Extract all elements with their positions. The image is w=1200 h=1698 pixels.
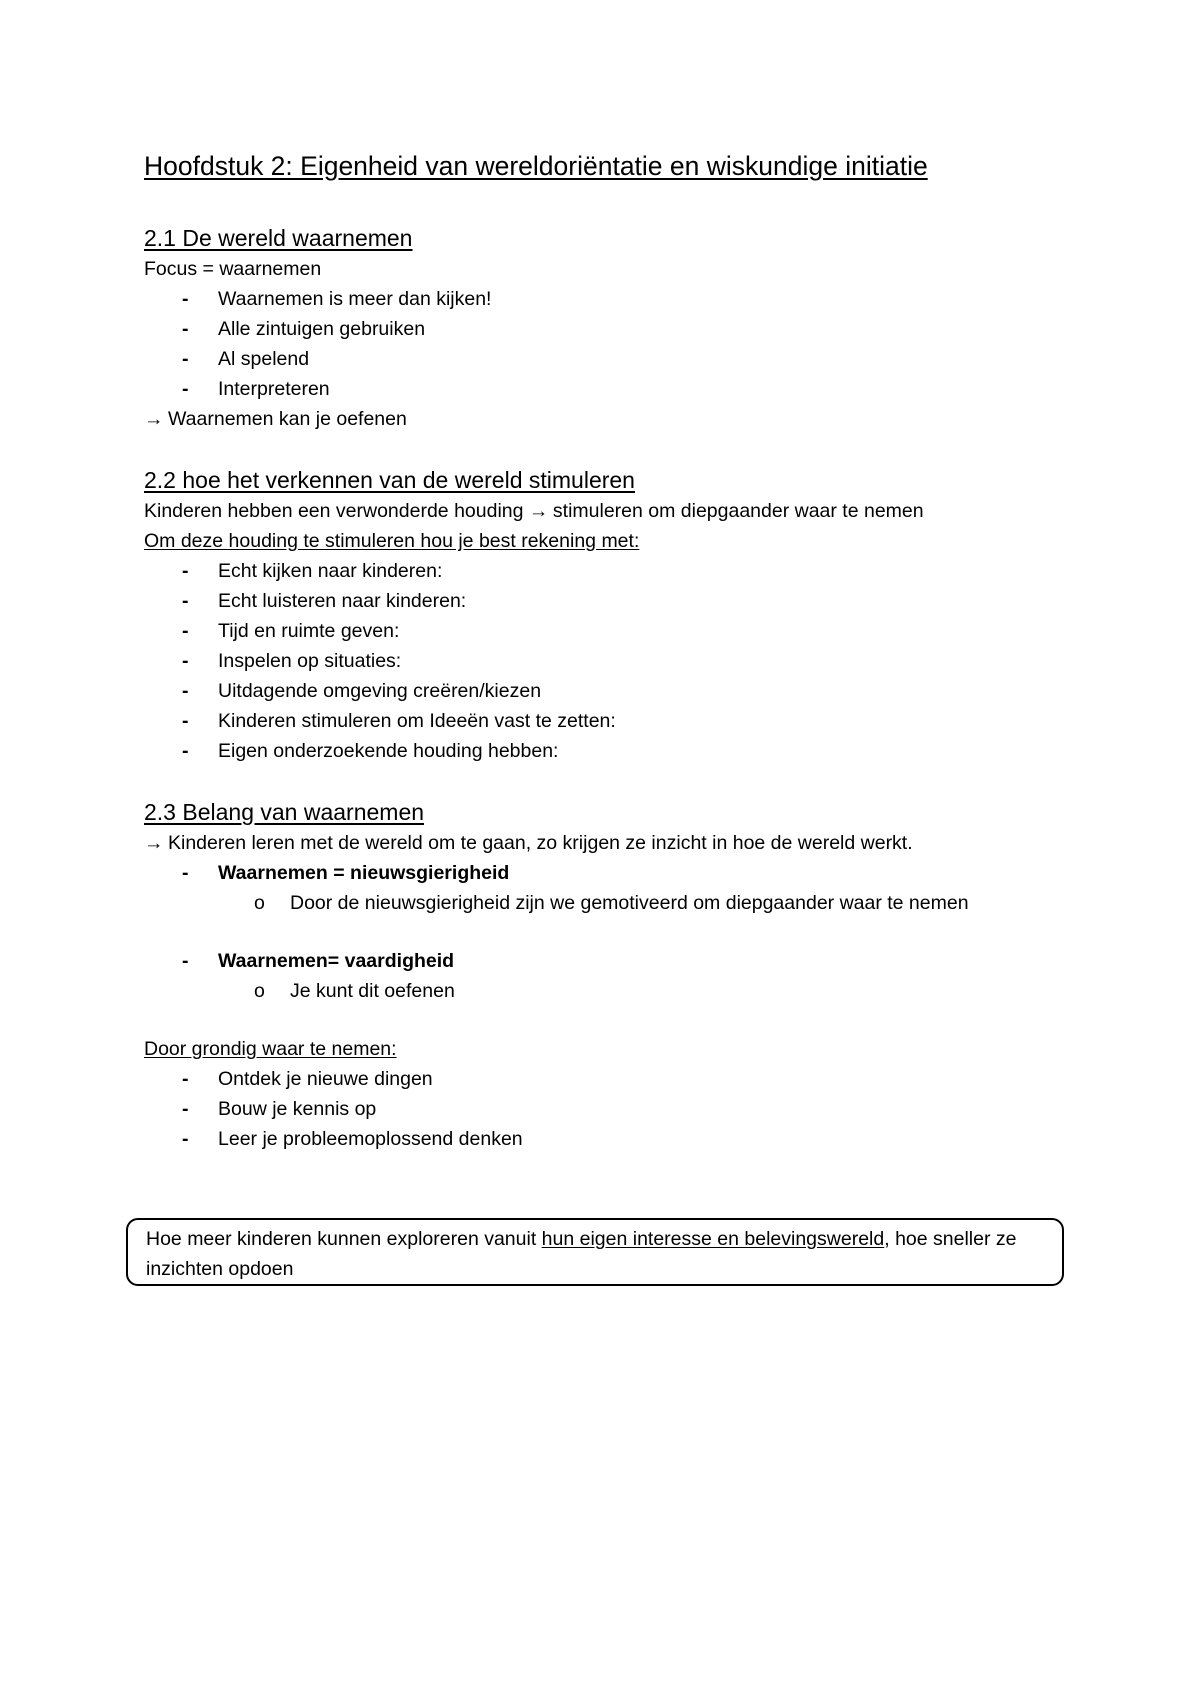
s3-arrow-line bbox=[144, 828, 1064, 858]
list-item: - Interpreteren bbox=[144, 374, 1064, 404]
s3-point-list-2 bbox=[144, 946, 1064, 976]
s3-arrow-text: Kinderen leren met de wereld om te gaan, zo krijgen ze inzicht in hoe de wereld werkt. bbox=[168, 832, 913, 854]
list-item: - Bouw je kennis op bbox=[144, 1094, 1064, 1124]
arrow-right-icon: → bbox=[144, 832, 164, 854]
s3-subpoint-list-2 bbox=[144, 976, 1064, 1006]
section-heading-2-1: 2.1 De wereld waarnemen bbox=[144, 225, 413, 251]
document-body bbox=[144, 148, 1064, 1154]
page-title: Hoofdstuk 2: Eigenheid van wereldoriëntatie en wiskundige initiatie bbox=[144, 151, 928, 181]
door-bullet-list bbox=[144, 1064, 1064, 1154]
list-item: o Door de nieuwsgierigheid zijn we gemotiveerd om diepgaander waar te nemen bbox=[144, 888, 1004, 918]
s1-bullet-list bbox=[144, 284, 1064, 404]
list-item: - Waarnemen= vaardigheid bbox=[144, 946, 1064, 976]
s2-bullet-list bbox=[144, 556, 1064, 766]
list-item: - Ontdek je nieuwe dingen bbox=[144, 1064, 1064, 1094]
focus-line: Focus = waarnemen bbox=[144, 258, 322, 280]
section-heading-2-3: 2.3 Belang van waarnemen bbox=[144, 799, 425, 825]
list-item: - Inspelen op situaties: bbox=[144, 646, 1064, 676]
door-heading: Door grondig waar te nemen: bbox=[144, 1038, 397, 1060]
s2-intro-a: Kinderen hebben een verwonderde houding bbox=[144, 500, 524, 522]
list-item: o Je kunt dit oefenen bbox=[144, 976, 1004, 1006]
s2-intro-b: stimuleren om diepgaander waar te nemen bbox=[552, 500, 924, 522]
list-item: - Waarnemen is meer dan kijken! bbox=[144, 284, 1064, 314]
list-item: - Eigen onderzoekende houding hebben: bbox=[144, 736, 1064, 766]
list-item: - Tijd en ruimte geven: bbox=[144, 616, 1064, 646]
s2-subheading: Om deze houding te stimuleren hou je best rekening met: bbox=[144, 530, 640, 552]
section-heading-2-2: 2.2 hoe het verkennen van de wereld stimuleren bbox=[144, 467, 635, 493]
list-item: - Echt luisteren naar kinderen: bbox=[144, 586, 1064, 616]
arrow-right-icon: → bbox=[528, 500, 549, 522]
callout-text-a: Hoe meer kinderen kunnen exploreren vanuit bbox=[146, 1228, 542, 1250]
s2-intro-line bbox=[144, 496, 1064, 526]
arrow-right-icon: → bbox=[144, 408, 164, 430]
callout-text-b: , hoe sneller ze inzichten opdoen bbox=[146, 1228, 1017, 1280]
list-item: - Al spelend bbox=[144, 344, 1064, 374]
list-item: - Alle zintuigen gebruiken bbox=[144, 314, 1064, 344]
list-item: - Uitdagende omgeving creëren/kiezen bbox=[144, 676, 1064, 706]
s3-point-list-1 bbox=[144, 858, 1064, 888]
s1-arrow-line bbox=[144, 404, 1064, 434]
s3-subpoint-list-1 bbox=[144, 888, 1064, 918]
list-item: - Leer je probleemoplossend denken bbox=[144, 1124, 1064, 1154]
s1-arrow-text: Waarnemen kan je oefenen bbox=[168, 408, 407, 430]
callout-text-underlined: hun eigen interesse en belevingswereld bbox=[541, 1228, 885, 1250]
list-item: - Waarnemen = nieuwsgierigheid bbox=[144, 858, 1064, 888]
callout-box bbox=[126, 1218, 1064, 1286]
list-item: - Echt kijken naar kinderen: bbox=[144, 556, 1064, 586]
list-item: - Kinderen stimuleren om Ideeën vast te zetten: bbox=[144, 706, 1064, 736]
